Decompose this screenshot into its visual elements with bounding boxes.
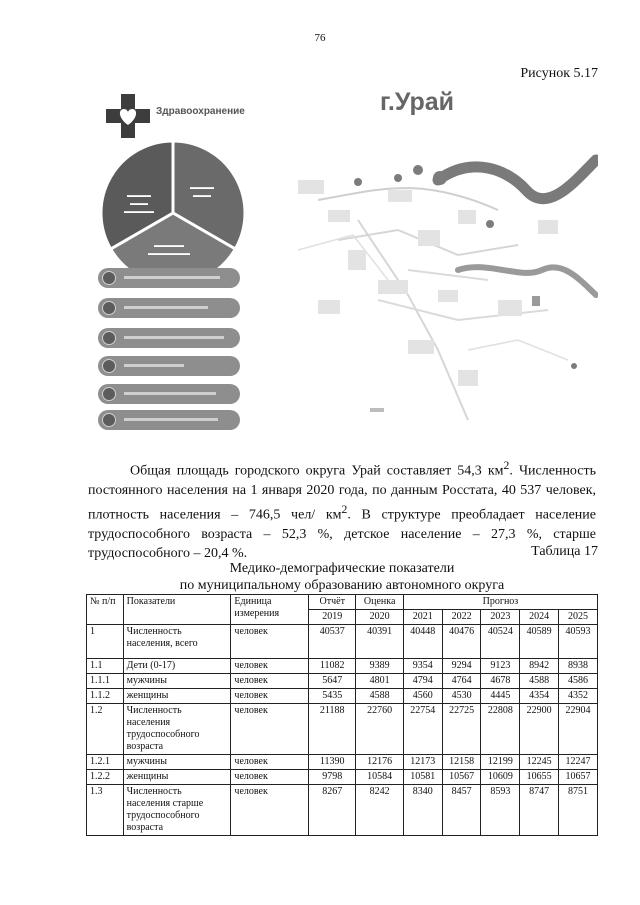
info-pill-6: [98, 410, 240, 430]
row-indicator: мужчины: [123, 755, 231, 770]
info-pill-1: [98, 268, 240, 288]
row-indicator: Численность населения старше трудоспособного возраста: [123, 785, 231, 836]
row-indicator: мужчины: [123, 674, 231, 689]
row-value: 8942: [520, 659, 559, 674]
info-pill-5: [98, 384, 240, 404]
row-unit: человек: [231, 625, 309, 659]
row-value: 10567: [442, 770, 481, 785]
row-value: 12245: [520, 755, 559, 770]
header-year: 2023: [481, 610, 520, 625]
row-value: 4588: [356, 689, 403, 704]
row-num: 1.2: [87, 704, 124, 755]
row-value: 12247: [559, 755, 598, 770]
row-value: 4352: [559, 689, 598, 704]
row-value: 8938: [559, 659, 598, 674]
row-value: 11082: [309, 659, 356, 674]
pill-icon: [102, 271, 116, 285]
row-unit: человек: [231, 755, 309, 770]
row-unit: человек: [231, 770, 309, 785]
row-num: 1.2.1: [87, 755, 124, 770]
paragraph-text: . Численность постоянного населения на 1 января 2020 года, по данным Росстата, 40 537 человек, плотность населения – 746,5 чел/ км: [88, 463, 596, 523]
row-value: 5435: [309, 689, 356, 704]
row-value: 22808: [481, 704, 520, 755]
medical-demographic-table: [86, 594, 598, 836]
table-title: [88, 560, 596, 594]
superscript: 2: [503, 459, 510, 472]
row-value: 22754: [403, 704, 442, 755]
row-value: 4764: [442, 674, 481, 689]
row-value: 4530: [442, 689, 481, 704]
row-value: 10581: [403, 770, 442, 785]
pill-icon: [102, 359, 116, 373]
header-report: Отчёт: [309, 595, 356, 610]
row-value: 22725: [442, 704, 481, 755]
row-value: 10655: [520, 770, 559, 785]
row-unit: человек: [231, 659, 309, 674]
table-title-line: по муниципальному образованию автономного округа: [179, 578, 505, 593]
pie-label-population: ▬▬▬▬▬ ▬▬▬▬▬▬▬: [148, 243, 190, 258]
paragraph-text: Общая площадь городского округа Урай составляет 54,3 км: [130, 463, 504, 479]
population-paragraph: [88, 456, 596, 563]
row-value: 12199: [481, 755, 520, 770]
pie-label-density: ▬▬▬▬ ▬▬▬ ▬▬▬▬▬: [124, 193, 154, 216]
pill-icon: [102, 413, 116, 427]
row-value: 10657: [559, 770, 598, 785]
row-value: 8340: [403, 785, 442, 836]
row-indicator: женщины: [123, 770, 231, 785]
pill-icon: [102, 331, 116, 345]
health-cross-heart-icon: [106, 94, 150, 138]
row-value: 22904: [559, 704, 598, 755]
info-pill-2: [98, 298, 240, 318]
row-value: 4588: [520, 674, 559, 689]
header-num: № п/п: [87, 595, 124, 625]
table-row: [87, 770, 598, 785]
pill-icon: [102, 387, 116, 401]
superscript: 2: [341, 503, 348, 517]
row-value: 40593: [559, 625, 598, 659]
row-value: 40537: [309, 625, 356, 659]
row-value: 10584: [356, 770, 403, 785]
row-value: 9123: [481, 659, 520, 674]
infographic-figure: [88, 80, 598, 440]
city-title: г.Урай: [380, 88, 454, 116]
table-row: [87, 704, 598, 755]
table-row: [87, 785, 598, 836]
table-row: [87, 659, 598, 674]
row-value: 12176: [356, 755, 403, 770]
header-year: 2024: [520, 610, 559, 625]
header-year: 2020: [356, 610, 403, 625]
table-caption: Таблица 17: [531, 544, 598, 559]
row-value: 4445: [481, 689, 520, 704]
row-value: 40524: [481, 625, 520, 659]
row-value: 4354: [520, 689, 559, 704]
city-map: [258, 120, 598, 440]
row-value: 9798: [309, 770, 356, 785]
row-num: 1.1.1: [87, 674, 124, 689]
table-row: [87, 625, 598, 659]
row-unit: человек: [231, 674, 309, 689]
row-value: 40476: [442, 625, 481, 659]
header-estimate: Оценка: [356, 595, 403, 610]
row-indicator: женщины: [123, 689, 231, 704]
row-value: 8593: [481, 785, 520, 836]
header-indicator: Показатели: [123, 595, 231, 625]
header-forecast: Прогноз: [403, 595, 597, 610]
pie-label-area: ▬▬▬▬ ▬▬▬: [190, 185, 214, 200]
row-value: 12173: [403, 755, 442, 770]
page-number: 76: [314, 32, 326, 44]
row-value: 9294: [442, 659, 481, 674]
row-value: 22760: [356, 704, 403, 755]
table-row: [87, 674, 598, 689]
header-year: 2019: [309, 610, 356, 625]
row-num: 1.1.2: [87, 689, 124, 704]
row-value: 40589: [520, 625, 559, 659]
table-row: [87, 755, 598, 770]
row-value: 8751: [559, 785, 598, 836]
header-year: 2025: [559, 610, 598, 625]
row-unit: человек: [231, 689, 309, 704]
row-num: 1.3: [87, 785, 124, 836]
health-title: Здравоохранение: [156, 106, 245, 117]
info-pill-3: [98, 328, 240, 348]
row-num: 1.1: [87, 659, 124, 674]
row-value: 5647: [309, 674, 356, 689]
row-num: 1: [87, 625, 124, 659]
header-year: 2021: [403, 610, 442, 625]
header-unit: Единица измерения: [231, 595, 309, 625]
table-header-row: [87, 595, 598, 610]
row-value: 9389: [356, 659, 403, 674]
row-num: 1.2.2: [87, 770, 124, 785]
row-indicator: Численность населения, всего: [123, 625, 231, 659]
row-value: 11390: [309, 755, 356, 770]
row-value: 4678: [481, 674, 520, 689]
row-value: 40391: [356, 625, 403, 659]
figure-caption: Рисунок 5.17: [520, 66, 598, 81]
row-value: 4560: [403, 689, 442, 704]
paragraph-text: . В структуре преобладает население трудоспособного возраста – 52,3 %, детское население – 27,3 %, старше трудоспособного – 20,4 %.: [88, 507, 596, 562]
table-row: [87, 689, 598, 704]
info-pill-4: [98, 356, 240, 376]
row-value: 4794: [403, 674, 442, 689]
row-value: 10609: [481, 770, 520, 785]
pill-icon: [102, 301, 116, 315]
row-value: 8267: [309, 785, 356, 836]
row-value: 9354: [403, 659, 442, 674]
row-value: 4801: [356, 674, 403, 689]
table-title-line: Медико-демографические показатели: [229, 561, 455, 576]
row-value: 8457: [442, 785, 481, 836]
row-value: 12158: [442, 755, 481, 770]
row-indicator: Численность населения трудоспособного возраста: [123, 704, 231, 755]
row-value: 22900: [520, 704, 559, 755]
row-unit: человек: [231, 785, 309, 836]
row-value: 40448: [403, 625, 442, 659]
row-value: 8747: [520, 785, 559, 836]
row-indicator: Дети (0-17): [123, 659, 231, 674]
row-value: 8242: [356, 785, 403, 836]
row-value: 4586: [559, 674, 598, 689]
row-unit: человек: [231, 704, 309, 755]
header-year: 2022: [442, 610, 481, 625]
row-value: 21188: [309, 704, 356, 755]
